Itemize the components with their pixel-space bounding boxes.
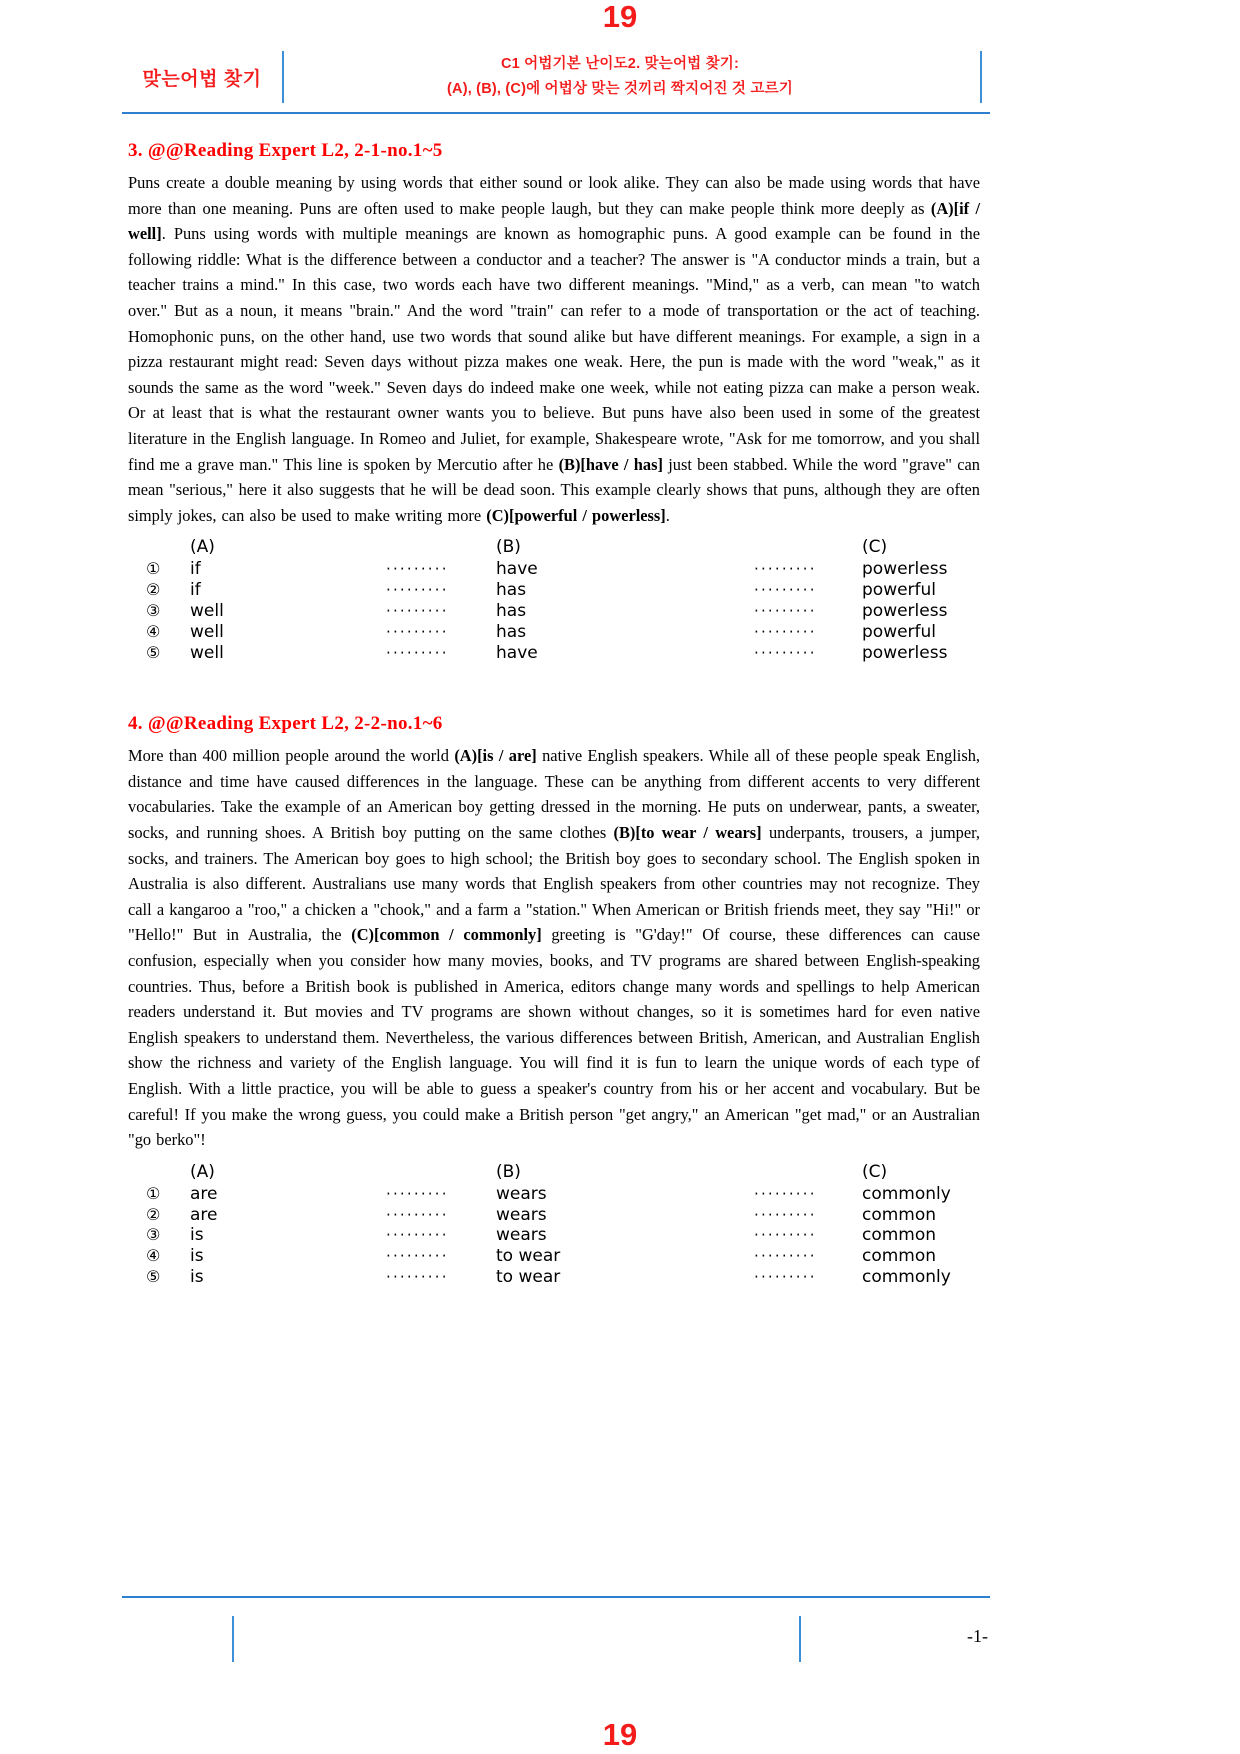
choices-body-3 xyxy=(146,559,947,663)
choices-header-row xyxy=(146,536,947,559)
choice-value-a: is xyxy=(190,1246,204,1267)
passage-text-run: native English speakers. While all of these people speak English, distance and time have caused differences in the language. These can be anything from different accents to very different vocabularies. Take the example of an American boy getting dressed in the morning. He puts on underwear, pants, a sweater, socks, and running shoes. A British boy putting on the same clothes xyxy=(128,746,980,843)
bottom-page-number: 19 xyxy=(602,1717,638,1752)
choice-dots-1: ········· xyxy=(386,560,449,579)
choice-dots-1: ········· xyxy=(386,1267,449,1286)
choice-number: ⑤ xyxy=(146,1266,161,1286)
choice-dots-2: ········· xyxy=(754,1247,817,1266)
choice-value-a: well xyxy=(190,600,224,621)
choice-dots-2: ········· xyxy=(754,1226,817,1245)
choice-value-c: powerless xyxy=(862,559,948,580)
choice-value-b: wears xyxy=(496,1204,547,1225)
choice-number: ③ xyxy=(146,600,161,620)
question-block-4 xyxy=(128,713,980,1287)
choice-value-c: powerful xyxy=(862,621,937,642)
choice-dots-1: ········· xyxy=(386,1205,449,1224)
choices-body-4 xyxy=(146,1184,951,1288)
answer-choice-row[interactable] xyxy=(146,1205,951,1226)
passage-blank-choice: (C)[common / commonly] xyxy=(351,925,542,945)
choice-value-b: wears xyxy=(496,1225,547,1246)
choice-number: ④ xyxy=(146,1246,161,1266)
answer-choices-table-4 xyxy=(146,1161,951,1288)
choice-dots-2: ········· xyxy=(754,581,817,600)
passage-text-run: Puns create a double meaning by using words that either sound or look alike. They can also be made using words that have more than one meaning. Puns are often used to make people laugh, but they can make people think more deeply as xyxy=(128,173,980,218)
choice-dots-1: ········· xyxy=(386,1226,449,1245)
choice-dots-2: ········· xyxy=(754,622,817,641)
answer-choice-row[interactable] xyxy=(146,601,947,622)
question-block-3 xyxy=(128,140,980,663)
choice-value-a: if xyxy=(190,559,201,580)
choice-value-a: are xyxy=(190,1183,218,1204)
choice-value-b: wears xyxy=(496,1183,547,1204)
footer-rule xyxy=(122,1596,990,1598)
header-instruction-line1: C1 어법기본 난이도2. 맞는어법 찾기: xyxy=(500,56,740,72)
choices-header-b: (B) xyxy=(496,1161,521,1182)
choices-header-spacer-2 xyxy=(754,536,862,559)
choice-value-a: is xyxy=(190,1225,204,1246)
passage-text-run: greeting is "G'day!" Of course, these differences can cause confusion, especially when you consider how many movies, books, and TV programs are shared between English-speaking countries. Thus, before a British book is published in America, editors change many words and spellings to help American readers understand it. But movies and TV programs are shown without changes, so it is sometimes hard for even native English speakers to understand them. Nevertheless, the various differences between British, American, and Australian English show the richness and variety of the English language. You will find it is fun to learn the unique words of each type of English. With a little practice, you will be able to guess a speaker's country from his or her accent and vocabulary. But be careful! If you make the wrong guess, you could make a British person "get angry," an American "get mad," or an Australian "go berko"! xyxy=(128,925,980,1150)
choice-value-c: powerless xyxy=(862,642,948,663)
choice-number: ② xyxy=(146,580,161,600)
passage-text-run: just been stabbed. While the word "grave" can mean "serious," here it also suggests that he will be dead soon. This example clearly shows that puns, although they are often simply jokes, can also be used to make writing more xyxy=(128,454,980,525)
choice-value-c: powerful xyxy=(862,580,937,601)
page-footer xyxy=(126,1612,988,1668)
passage-blank-choice: (B)[to wear / wears] xyxy=(613,823,762,843)
footer-divider-left xyxy=(232,1616,234,1662)
choice-value-b: have xyxy=(496,642,538,663)
choice-number: ② xyxy=(146,1204,161,1224)
choice-number: ⑤ xyxy=(146,642,161,662)
passage-text-run: . Puns using words with multiple meanings are known as homographic puns. A good example can be found in the following riddle: What is the difference between a conductor and a teacher? The answer is "A conductor minds a train, but a teacher trains a mind." In this case, two words each have two different meanings. "Mind," as a verb, can mean "to watch over." But as a noun, it means "brain." And the word "train" can refer to a mode of transportation or the act of teaching. Homophonic puns, on the other hand, use two words that sound alike but have different meanings. For example, a sign in a pizza restaurant might read: Seven days without pizza makes one weak. Here, the pun is made with the word "weak," as it sounds the same as the word "week." Seven days do indeed make one week, while not eating pizza can make a person weak. Or at least that is what the restaurant owner wants you to believe. But puns have also been used in some of the greatest literature in the English language. In Romeo and Juliet, for example, Shakespeare wrote, "Ask for me tomorrow, and you shall find me a grave man." This line is spoken by Mercutio after he xyxy=(128,224,980,474)
answer-choices-table-3 xyxy=(146,536,947,663)
choice-dots-1: ········· xyxy=(386,1184,449,1203)
choices-header-spacer xyxy=(146,536,190,559)
question-title-4: 4. @@Reading Expert L2, 2-2-no.1~6 xyxy=(128,713,443,735)
choice-value-c: commonly xyxy=(862,1183,951,1204)
passage-text-run: . xyxy=(665,505,670,525)
worksheet-content xyxy=(128,140,980,1288)
passage-blank-choice: (A)[if / well] xyxy=(128,198,980,244)
passage-blank-choice: (B)[have / has] xyxy=(558,454,663,474)
choice-dots-1: ········· xyxy=(386,1247,449,1266)
answer-choice-row[interactable] xyxy=(146,1184,951,1205)
header-category-label: 맞는어법 찾기 xyxy=(142,68,262,90)
top-page-number: 19 xyxy=(602,0,638,34)
answer-choice-row[interactable] xyxy=(146,559,947,580)
choice-dots-2: ········· xyxy=(754,1184,817,1203)
choices-header-c: (C) xyxy=(862,537,888,558)
choice-dots-1: ········· xyxy=(386,622,449,641)
choice-value-a: if xyxy=(190,580,201,601)
header-divider-left xyxy=(282,51,284,103)
header-divider-right xyxy=(980,51,982,103)
answer-choice-row[interactable] xyxy=(146,1225,951,1246)
answer-choice-row[interactable] xyxy=(146,1267,951,1288)
choice-number: ① xyxy=(146,559,161,579)
choice-number: ① xyxy=(146,1183,161,1203)
choices-header-a: (A) xyxy=(190,1161,215,1182)
choices-header-spacer-1 xyxy=(386,1161,496,1184)
choice-number: ④ xyxy=(146,621,161,641)
header-instruction-line2: (A), (B), (C)에 어법상 맞는 것끼리 짝지어진 것 고르기 xyxy=(447,81,793,97)
choices-header-b: (B) xyxy=(496,537,521,558)
answer-choice-row[interactable] xyxy=(146,1246,951,1267)
choice-value-c: commonly xyxy=(862,1266,951,1287)
choices-header-spacer-2 xyxy=(754,1161,862,1184)
choice-value-a: is xyxy=(190,1266,204,1287)
choice-value-b: has xyxy=(496,600,527,621)
question-title-3: 3. @@Reading Expert L2, 2-1-no.1~5 xyxy=(128,140,443,161)
choice-value-a: well xyxy=(190,642,224,663)
choice-value-c: powerless xyxy=(862,600,948,621)
choice-dots-1: ········· xyxy=(386,643,449,662)
answer-choice-row[interactable] xyxy=(146,580,947,601)
choice-dots-2: ········· xyxy=(754,1205,817,1224)
question-passage-3 xyxy=(128,170,980,528)
choice-value-b: has xyxy=(496,580,527,601)
footer-divider-right xyxy=(799,1616,801,1662)
passage-text-run: underpants, trousers, a jumper, socks, and trainers. The American boy goes to high school; the British boy goes to secondary school. The English spoken in Australia is also different. Australians use many words that English speakers from other countries may not recognize. They call a kangaroo a "roo," a chicken a "chook," and a farm a "station." When American or British friends meet, they say "Hi!" or "Hello!" But in Australia, the xyxy=(128,823,980,945)
header-rule xyxy=(122,112,990,114)
choice-number: ③ xyxy=(146,1225,161,1245)
passage-blank-choice: (C)[powerful / powerless] xyxy=(486,505,666,525)
choice-value-c: common xyxy=(862,1246,937,1267)
choice-dots-2: ········· xyxy=(754,560,817,579)
answer-choice-row[interactable] xyxy=(146,643,947,664)
passage-blank-choice: (A)[is / are] xyxy=(454,746,537,766)
choice-value-b: have xyxy=(496,559,538,580)
choice-value-c: common xyxy=(862,1204,937,1225)
answer-choice-row[interactable] xyxy=(146,622,947,643)
choices-header-c: (C) xyxy=(862,1161,888,1182)
choice-value-a: are xyxy=(190,1204,218,1225)
choice-value-b: to wear xyxy=(496,1246,561,1267)
choice-dots-2: ········· xyxy=(754,1267,817,1286)
choice-value-b: to wear xyxy=(496,1266,561,1287)
question-passage-4 xyxy=(128,743,980,1153)
choice-dots-2: ········· xyxy=(754,601,817,620)
page-header xyxy=(126,46,988,108)
choice-value-b: has xyxy=(496,621,527,642)
choice-value-a: well xyxy=(190,621,224,642)
choices-header-spacer xyxy=(146,1161,190,1184)
choices-header-a: (A) xyxy=(190,537,215,558)
choices-header-spacer-1 xyxy=(386,536,496,559)
choice-dots-1: ········· xyxy=(386,601,449,620)
choice-value-c: common xyxy=(862,1225,937,1246)
footer-page-label: -1- xyxy=(967,1626,988,1646)
header-instruction xyxy=(288,52,952,102)
choice-dots-2: ········· xyxy=(754,643,817,662)
choices-header-row xyxy=(146,1161,951,1184)
choice-dots-1: ········· xyxy=(386,581,449,600)
passage-text-run: More than 400 million people around the world xyxy=(128,746,455,766)
